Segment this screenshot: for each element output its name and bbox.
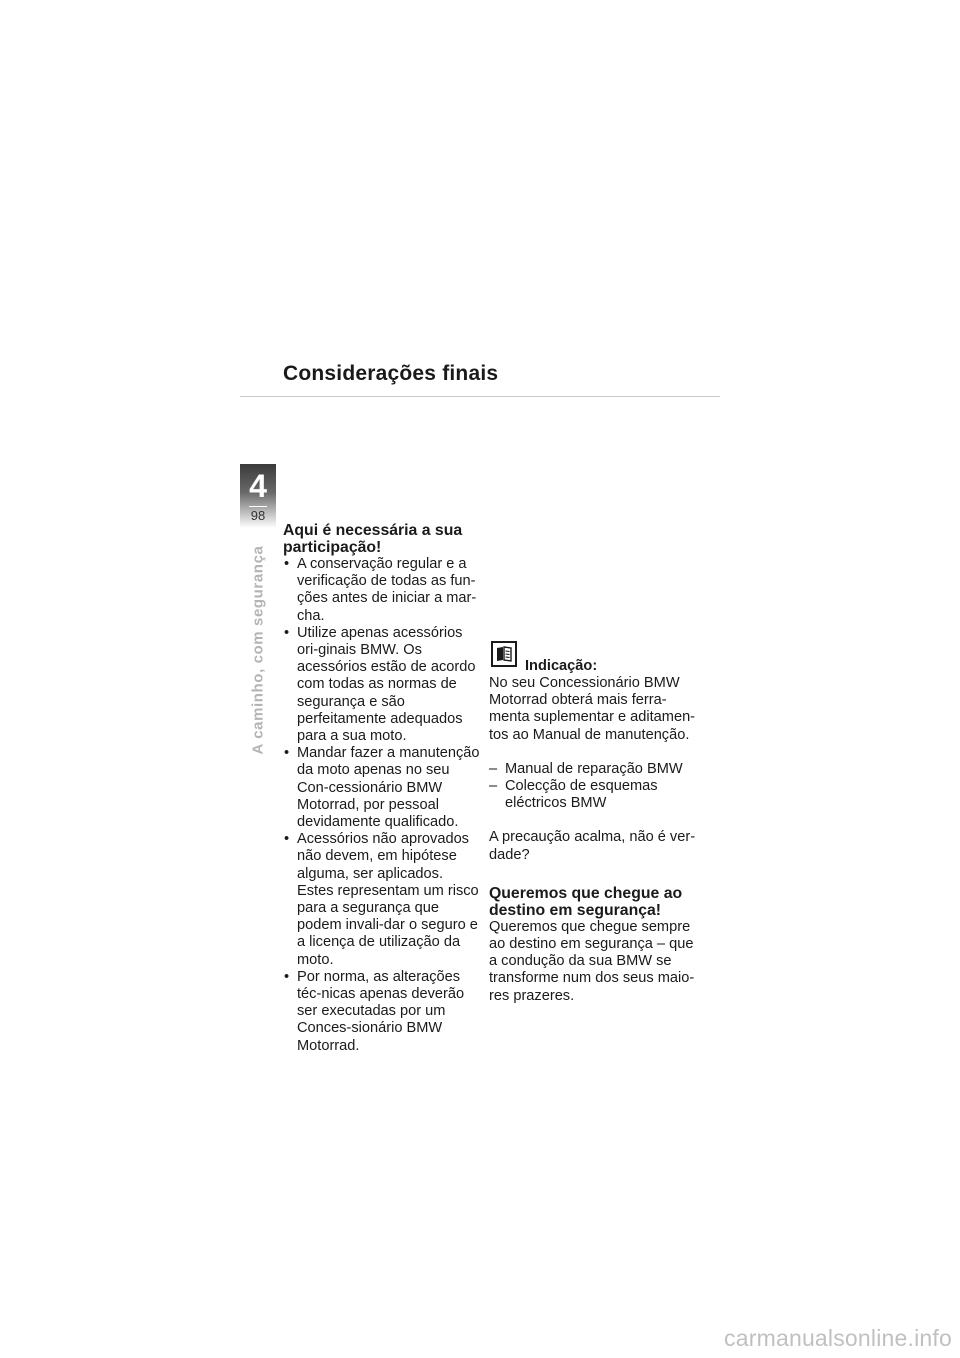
note-book-icon <box>491 641 517 667</box>
list-item: • Utilize apenas acessórios ori-ginais BMW. Os acessórios estão de acordo com todas as normas de segurança e são perfeitamente adequados para a sua moto. <box>283 625 481 745</box>
list-item: • Acessórios não aprovados não devem, em hipótese alguma, ser aplicados. Estes representam um risco para a segurança que podem invali-dar o seguro e a licença de utilização da moto. <box>283 831 481 969</box>
side-section-label-text: A caminho, com segurança <box>249 545 267 755</box>
list-item: • A conservação regular e a verificação de todas as fun-ções antes de iniciar a mar-cha. <box>283 556 481 625</box>
participation-heading: Aqui é necessária a sua participação! <box>283 522 463 556</box>
right-column <box>489 641 699 1005</box>
left-column <box>283 522 481 1055</box>
participation-list <box>283 556 481 1055</box>
chapter-number: 4 <box>249 468 267 504</box>
closing-question: A precaução acalma, não é ver-dade? <box>489 829 696 863</box>
title-divider <box>240 396 720 397</box>
final-text: Queremos que chegue sempre ao destino em segurança – que a condução da sua BMW se transforme num dos seus maio-res prazeres. <box>489 918 695 1004</box>
safety-heading: Queremos que chegue ao destino em segurança! <box>489 884 683 919</box>
watermark: carmanualsonline.info <box>724 1325 952 1351</box>
list-item: • Mandar fazer a manutenção da moto apenas no seu Con-cessionário BMW Motorrad, por pessoal devidamente qualificado. <box>283 745 481 831</box>
page-title: Considerações finais <box>283 362 499 385</box>
chapter-divider <box>249 506 267 507</box>
chapter-tab <box>240 464 276 528</box>
page-number: 98 <box>250 508 266 523</box>
documents-list <box>489 761 699 813</box>
list-item: – Manual de reparação BMW <box>489 761 699 778</box>
note-title: Indicação: <box>525 658 598 674</box>
list-item: • Por norma, as alterações téc-nicas apenas deverão ser executadas por um Conces-sionário BMW Motorrad. <box>283 969 481 1055</box>
list-item: – Colecção de esquemas eléctricos BMW <box>489 778 699 812</box>
note-text: No seu Concessionário BMW Motorrad obterá mais ferra-menta suplementar e aditamen-tos ao Manual de manutenção. <box>489 675 696 743</box>
note-header <box>489 641 699 675</box>
